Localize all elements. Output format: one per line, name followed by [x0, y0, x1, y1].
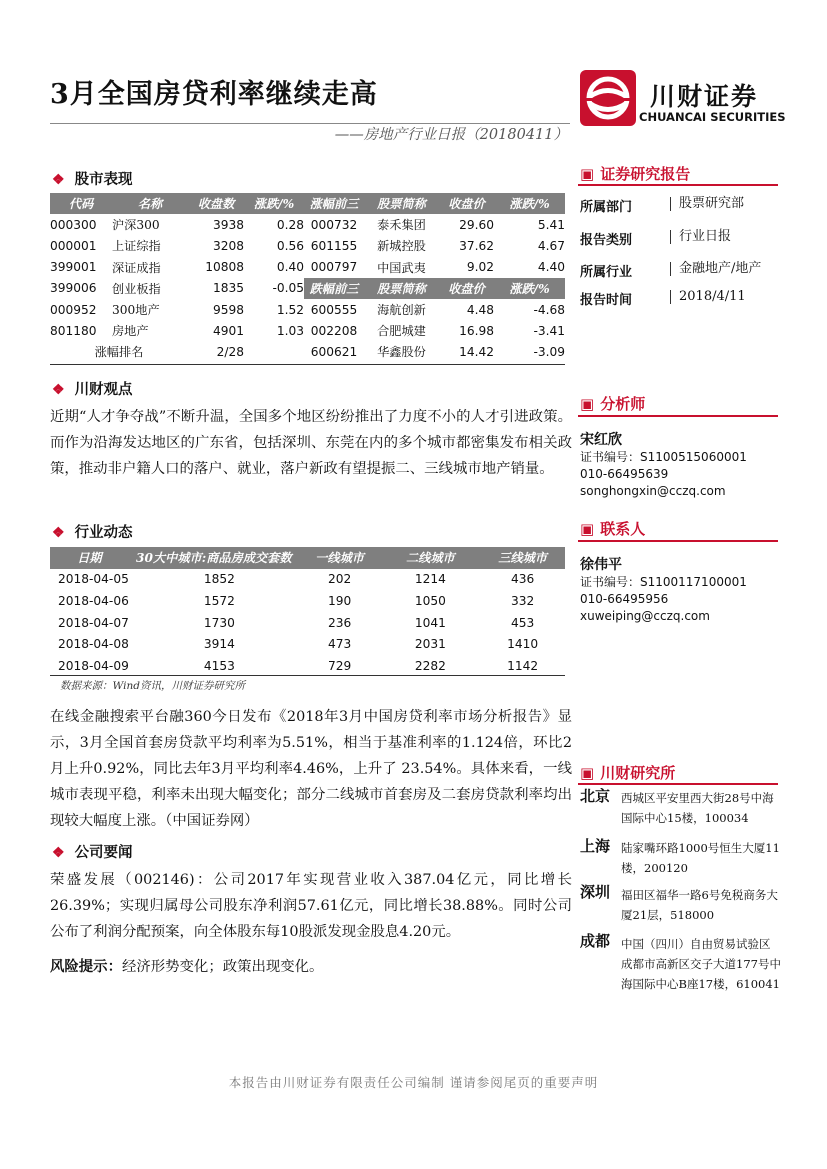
rank-label: 涨幅排名 [94, 345, 144, 360]
stock-name: 泰禾集团 [377, 218, 426, 233]
office-address: 中国（四川）自由贸易试验区成都市高新区交子大道177号中海国际中心B座17楼，610041 [621, 937, 781, 991]
diamond-bullet-icon: ❖ [52, 845, 65, 861]
date-cell: 2018-04-09 [58, 658, 129, 673]
contact-card [580, 557, 747, 625]
analyst-cert: 证书编号：S1100515060001 [580, 450, 747, 464]
value-cell: 202 [327, 572, 352, 587]
field-value: 金融地产/地产 [670, 262, 761, 276]
stock-name: 新城控股 [377, 239, 426, 254]
date-cell: 2018-04-08 [58, 637, 129, 652]
stock-name: 中国武夷 [377, 260, 426, 275]
red-divider [578, 415, 778, 417]
trade-table [50, 547, 565, 677]
section-company-heading: ❖ 公司要闻 [52, 844, 133, 861]
report-title: 3月全国房贷利率继续走高 [50, 79, 378, 110]
value-cell: 1572 [203, 593, 235, 608]
index-change: 0.56 [276, 238, 304, 253]
value-cell: 453 [510, 615, 535, 630]
office-city: 成都 [580, 932, 611, 950]
index-name: 上证综指 [112, 239, 161, 254]
analyst-phone: 010-66495639 [580, 467, 669, 481]
column-header: 跌幅前三 [304, 278, 364, 299]
index-name: 房地产 [112, 324, 149, 339]
table-row [50, 655, 565, 677]
risk-label: 风险提示： [50, 958, 122, 975]
square-bullet-icon: ▣ [580, 165, 595, 183]
market-table-header [50, 193, 565, 214]
contact-name: 徐伟平 [580, 557, 622, 573]
index-change: -0.05 [272, 281, 304, 296]
chuancai-logo-icon [580, 70, 636, 126]
office-city: 北京 [580, 787, 611, 805]
stock-close: 4.48 [466, 302, 494, 317]
column-header: 收盘价 [439, 278, 494, 299]
field-label: 所属行业 [580, 265, 633, 280]
value-cell: 332 [510, 593, 535, 608]
column-header: 股票简称 [364, 278, 439, 299]
index-code: 399001 [50, 260, 97, 275]
date-cell: 2018-04-06 [58, 593, 129, 608]
index-code: 801180 [50, 323, 97, 338]
report-heading: ▣ 证券研究报告 [580, 165, 691, 183]
table-bottom-rule [50, 675, 565, 676]
stock-code: 000797 [310, 260, 358, 275]
index-code: 000001 [50, 238, 97, 253]
value-cell: 1410 [507, 637, 539, 652]
field-value: 行业日报 [670, 230, 731, 244]
square-bullet-icon: ▣ [580, 395, 595, 413]
table-row [50, 320, 565, 341]
data-source-note: 数据来源：Wind资讯，川财证券研究所 [60, 680, 245, 692]
stock-close: 9.02 [466, 260, 494, 275]
stock-code: 600555 [310, 302, 358, 317]
office-city: 深圳 [580, 883, 611, 901]
stock-change: -3.09 [533, 344, 565, 359]
contact-cert: 证书编号：S1100117100001 [580, 575, 747, 589]
column-header: 涨跌/% [494, 278, 565, 299]
value-cell: 1142 [507, 658, 539, 673]
stock-change: 5.41 [537, 217, 565, 232]
field-label: 报告时间 [580, 293, 633, 308]
index-name: 沪深300 [112, 218, 160, 233]
stock-name: 合肥城建 [377, 324, 426, 339]
stock-close: 14.42 [459, 344, 494, 359]
index-change: 0.40 [276, 260, 304, 275]
table-row [50, 257, 565, 278]
square-bullet-icon: ▣ [580, 764, 595, 782]
analyst-card [580, 432, 747, 500]
value-cell: 190 [327, 593, 352, 608]
trade-paragraph: 在线金融搜索平台融360今日发布《2018年3月中国房贷利率市场分析报告》显示，3月全国首套房贷款平均利率为5.51%，相当于基准利率的1.124倍，环比2月上升0.92%，同比去年3月平均利率4.46%，上升了 23.54%。具体来看，一线城市表现平稳，利率未出现大幅变化；部分二线城市首套房及二套房贷款利率均出现较大幅度上涨。（中国证券网） [50, 709, 572, 829]
date-cell: 2018-04-07 [58, 615, 129, 630]
value-cell: 729 [327, 658, 352, 673]
office-city: 上海 [580, 837, 611, 855]
brand-name-cn: 川财证券 [650, 82, 759, 111]
contact-heading: ▣ 联系人 [580, 520, 646, 538]
column-header: 日期 [50, 547, 129, 569]
table-row [50, 235, 565, 256]
view-paragraph: 近期“人才争夺战”不断升温，全国多个地区纷纷推出了力度不小的人才引进政策。而作为沿海发达地区的广东省，包括深圳、东莞在内的多个城市都密集发布相关政策，推动非户籍人口的落户、就业，落户新政有望提振二、三线城市地产销量。 [50, 409, 572, 477]
column-header: 涨幅前三 [304, 193, 364, 214]
office-address: 福田区福华一路6号免税商务大厦21层，518000 [621, 888, 778, 922]
index-change: 1.52 [276, 302, 304, 317]
index-close: 9598 [212, 302, 244, 317]
column-header: 30大中城市:商品房成交套数 [129, 547, 299, 569]
date-cell: 2018-04-05 [58, 572, 129, 587]
red-divider [578, 540, 778, 542]
contact-phone: 010-66495956 [580, 592, 669, 606]
section-trade-heading: ❖ 行业动态 [52, 524, 133, 541]
contact-email[interactable]: xuweiping@cczq.com [580, 609, 710, 623]
analyst-email[interactable]: songhongxin@cczq.com [580, 484, 726, 498]
office-address: 西城区平安里西大街28号中海国际中心15楼，100034 [621, 791, 774, 825]
value-cell: 1050 [414, 593, 446, 608]
value-cell: 1041 [414, 615, 446, 630]
value-cell: 2031 [414, 637, 446, 652]
column-header: 收盘价 [439, 193, 494, 214]
value-cell: 473 [327, 637, 352, 652]
table-row [50, 214, 565, 235]
field-label: 所属部门 [580, 200, 633, 215]
index-code: 399006 [50, 281, 97, 296]
table-row [50, 590, 565, 612]
column-header: 三线城市 [480, 547, 565, 569]
trade-table-header [50, 547, 565, 569]
stock-name: 华鑫股份 [377, 345, 426, 360]
market-table [50, 193, 565, 363]
stock-change: 4.67 [537, 238, 565, 253]
table-bottom-rule [50, 364, 565, 365]
field-value: 2018/4/11 [670, 290, 746, 304]
analyst-heading: ▣ 分析师 [580, 395, 646, 413]
value-cell: 4153 [203, 658, 235, 673]
table-row [50, 278, 565, 299]
value-cell: 236 [327, 615, 352, 630]
stock-name: 海航创新 [377, 303, 426, 318]
column-header: 一线城市 [299, 547, 381, 569]
stock-close: 16.98 [459, 323, 494, 338]
company-paragraph: 荣盛发展（002146)：公司2017年实现营业收入387.04亿元，同比增长26.39%；实现归属母公司股东净利润57.61亿元，同比增长38.88%。同时公司公布了利润分配预案，向全体股东每10股派发现金股息4.20元。 [50, 872, 572, 940]
value-cell: 436 [510, 572, 535, 587]
index-code: 000300 [50, 217, 97, 232]
stock-code: 600621 [310, 344, 358, 359]
red-divider [578, 184, 778, 186]
index-code: 000952 [50, 302, 97, 317]
table-row [50, 612, 565, 634]
diamond-bullet-icon: ❖ [52, 382, 65, 398]
risk-line [50, 954, 572, 980]
value-cell: 3914 [203, 637, 235, 652]
analyst-name: 宋红欣 [580, 432, 622, 448]
index-change: 1.03 [276, 323, 304, 338]
institute-heading: ▣ 川财研究所 [580, 764, 676, 782]
diamond-bullet-icon: ❖ [52, 172, 65, 188]
value-cell: 1214 [414, 572, 446, 587]
column-header: 二线城市 [381, 547, 481, 569]
index-change: 0.28 [276, 217, 304, 232]
office-address: 陆家嘴环路1000号恒生大厦11楼，200120 [621, 841, 780, 875]
stock-code: 000732 [310, 217, 358, 232]
section-market-heading: ❖ 股市表现 [52, 171, 133, 188]
column-header: 收盘数 [188, 193, 244, 214]
stock-code: 002208 [310, 323, 358, 338]
value-cell: 1852 [203, 572, 235, 587]
index-close: 3938 [212, 217, 244, 232]
section-view-heading: ❖ 川财观点 [52, 381, 133, 398]
value-cell: 2282 [414, 658, 446, 673]
stock-close: 29.60 [459, 217, 494, 232]
stock-change: -4.68 [533, 302, 565, 317]
index-close: 10808 [205, 260, 244, 275]
stock-change: 4.40 [537, 260, 565, 275]
brand-name-en: CHUANCAI SECURITIES [639, 110, 786, 124]
table-row [50, 341, 565, 362]
square-bullet-icon: ▣ [580, 520, 595, 538]
index-name: 300地产 [112, 303, 160, 318]
value-cell: 1730 [203, 615, 235, 630]
report-subtitle: ——房地产行业日报（20180411） [334, 127, 568, 143]
table-row [50, 569, 565, 591]
index-close: 3208 [212, 238, 244, 253]
index-close: 4901 [212, 323, 244, 338]
diamond-bullet-icon: ❖ [52, 525, 65, 541]
risk-text: 经济形势变化；政策出现变化。 [121, 959, 324, 975]
table-row [50, 633, 565, 655]
column-header: 涨跌/% [244, 193, 304, 214]
column-header: 代码 [50, 193, 112, 214]
table-row [50, 299, 565, 320]
stock-code: 601155 [310, 238, 358, 253]
column-header: 股票简称 [364, 193, 439, 214]
index-close: 1835 [212, 281, 244, 296]
field-value: 股票研究部 [670, 197, 744, 211]
column-header: 涨跌/% [494, 193, 565, 214]
rank-value: 2/28 [216, 344, 244, 359]
footer-disclaimer: 本报告由川财证券有限责任公司编制 谨请参阅尾页的重要声明 [228, 1075, 599, 1090]
stock-close: 37.62 [459, 238, 494, 253]
index-name: 创业板指 [112, 281, 161, 296]
field-label: 报告类别 [580, 233, 633, 248]
index-name: 深证成指 [112, 260, 161, 275]
column-header: 名称 [112, 193, 188, 214]
stock-change: -3.41 [533, 323, 565, 338]
